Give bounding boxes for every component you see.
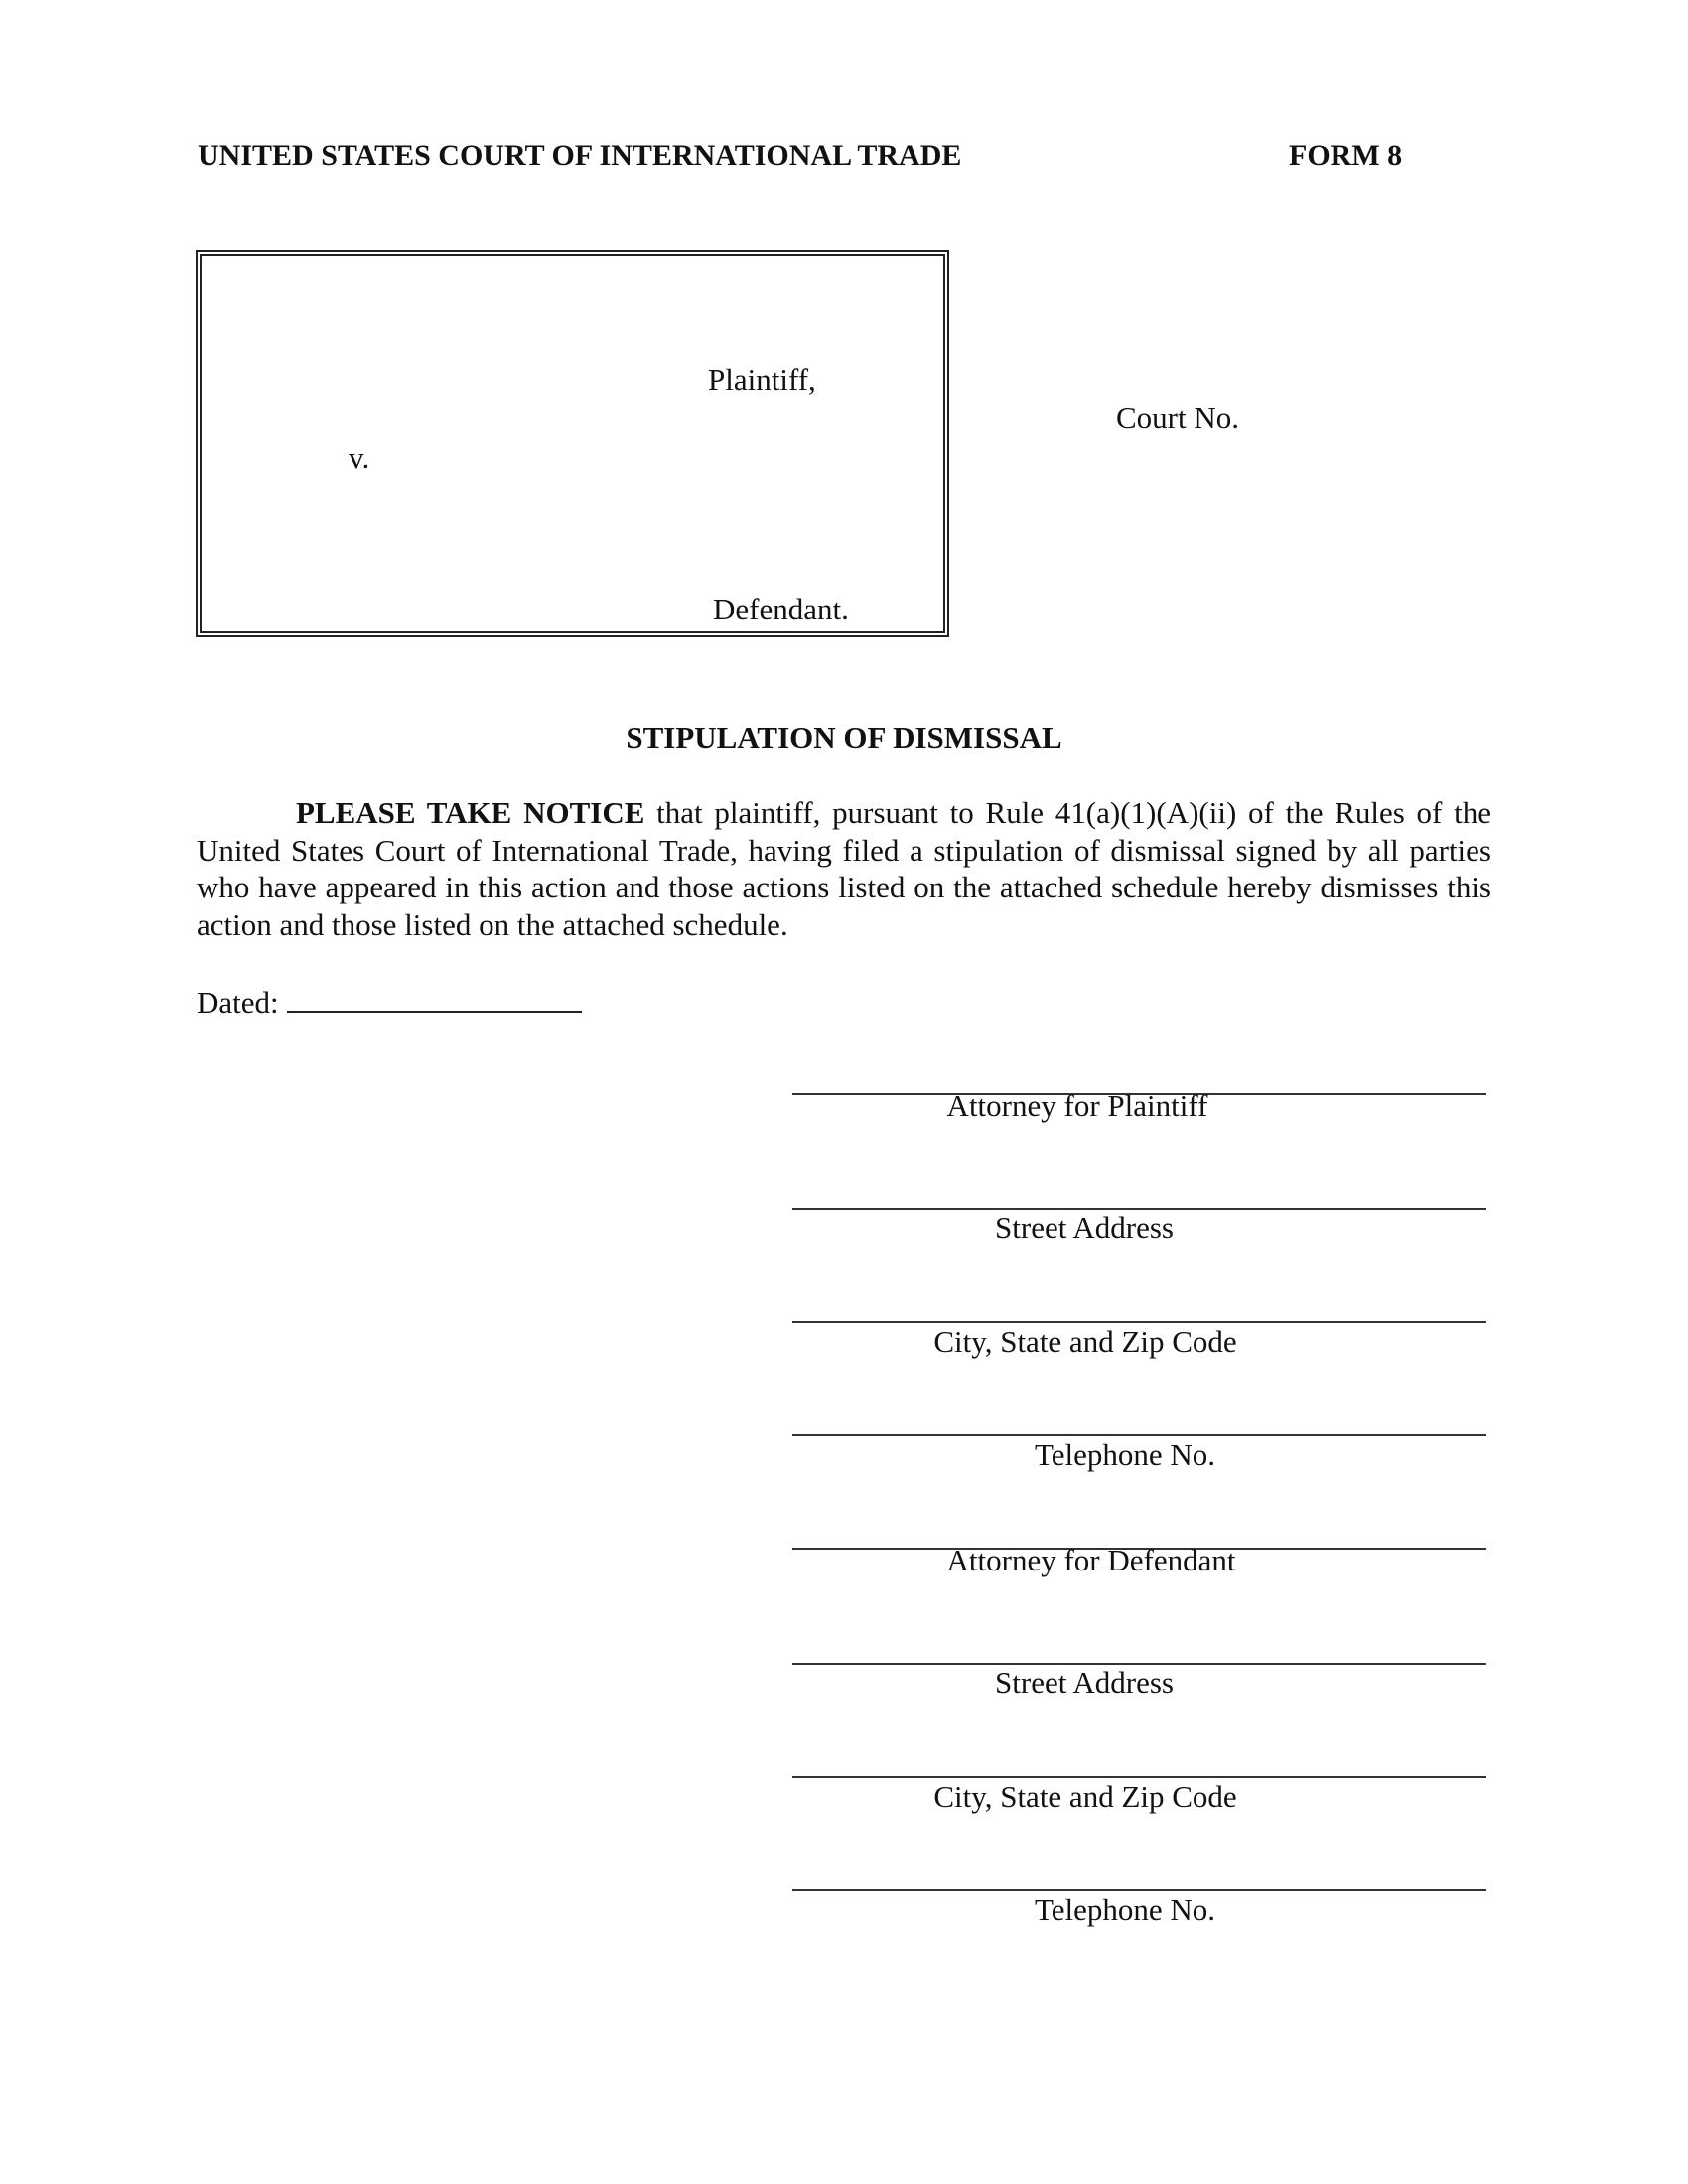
- signature-line[interactable]: [792, 1434, 1486, 1436]
- plaintiff-city-state-zip-label: City, State and Zip Code: [933, 1324, 1237, 1359]
- defendant-label: Defendant.: [713, 592, 849, 626]
- case-caption-box: [196, 250, 949, 637]
- defendant-street-address-label: Street Address: [995, 1665, 1174, 1700]
- signature-line[interactable]: [792, 1776, 1486, 1778]
- dated-blank-line[interactable]: [287, 983, 582, 1013]
- dated-row: [197, 983, 582, 1021]
- attorney-defendant-label: Attorney for Defendant: [946, 1543, 1236, 1577]
- court-name-header: UNITED STATES COURT OF INTERNATIONAL TRADE: [198, 139, 962, 172]
- form-number-label: FORM 8: [1289, 139, 1403, 172]
- notice-paragraph: [197, 794, 1491, 943]
- plaintiff-label: Plaintiff,: [708, 362, 816, 397]
- plaintiff-telephone-label: Telephone No.: [1034, 1437, 1216, 1472]
- plaintiff-street-address-label: Street Address: [995, 1210, 1174, 1245]
- court-number-label: Court No.: [1116, 400, 1239, 435]
- attorney-plaintiff-label: Attorney for Plaintiff: [946, 1088, 1208, 1123]
- document-title: STIPULATION OF DISMISSAL: [626, 720, 1062, 754]
- signature-line[interactable]: [792, 1321, 1486, 1323]
- notice-lead: PLEASE TAKE NOTICE: [296, 795, 645, 830]
- defendant-city-state-zip-label: City, State and Zip Code: [933, 1779, 1237, 1814]
- defendant-telephone-label: Telephone No.: [1034, 1892, 1216, 1927]
- versus-label: v.: [349, 440, 370, 475]
- dated-label: Dated:: [197, 985, 279, 1020]
- notice-text: that plaintiff, pursuant to Rule 41(a)(1)(A)(ii) of the Rules of the United States Court of International Trade, having filed a stipulation of dismissal signed by all parties who have appeared in this action and those actions listed on the attached schedule hereby dismisses this action and those listed on the attached schedule.: [197, 795, 1491, 942]
- signature-line[interactable]: [792, 1889, 1486, 1891]
